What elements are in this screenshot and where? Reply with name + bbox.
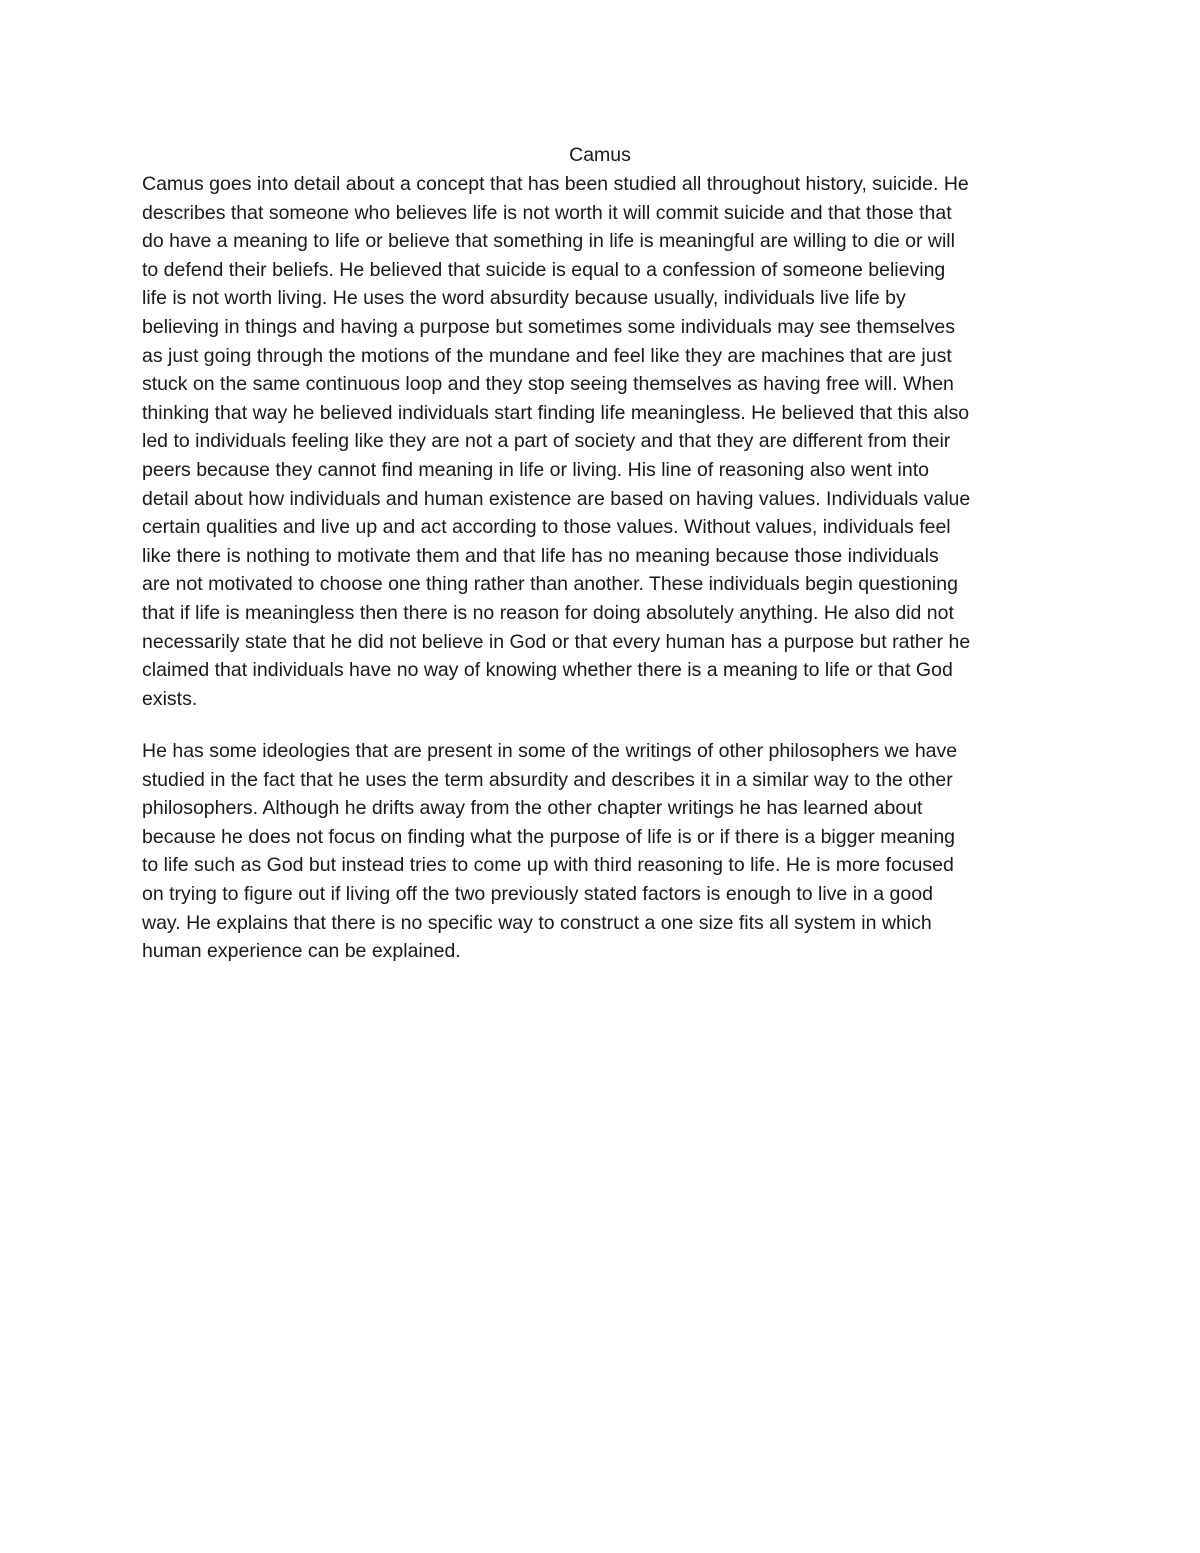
paragraph-line: exists. — [142, 687, 198, 710]
paragraph-line: as just going through the motions of the mundane and feel like they are machines that are just — [142, 344, 952, 367]
paragraph-line: like there is nothing to motivate them and that life has no meaning because those individuals — [142, 544, 939, 567]
paragraph-line: do have a meaning to life or believe that something in life is meaningful are willing to die or will — [142, 230, 955, 253]
paragraph-line: studied in the fact that he uses the term absurdity and describes it in a similar way to the other — [142, 768, 953, 791]
paragraph-line: claimed that individuals have no way of knowing whether there is a meaning to life or that God — [142, 659, 953, 682]
paragraph-line: that if life is meaningless then there is no reason for doing absolutely anything. He also did not — [142, 601, 954, 624]
paragraph-line: way. He explains that there is no specific way to construct a one size fits all system in which — [142, 911, 932, 934]
paragraph-line: led to individuals feeling like they are not a part of society and that they are different from their — [142, 430, 951, 453]
paragraph-line: detail about how individuals and human existence are based on having values. Individuals value — [142, 487, 971, 510]
page-title: Camus — [569, 144, 631, 166]
paragraph-line: are not motivated to choose one thing rather than another. These individuals begin questioning — [142, 573, 958, 596]
paragraph-2 — [142, 737, 1072, 966]
paragraph-line: peers because they cannot find meaning in life or living. His line of reasoning also went into — [142, 458, 929, 481]
paragraph-line: life is not worth living. He uses the word absurdity because usually, individuals live life by — [142, 287, 906, 310]
paragraph-line: to defend their beliefs. He believed that suicide is equal to a confession of someone believing — [142, 258, 946, 281]
paragraph-line: on trying to figure out if living off the two previously stated factors is enough to live in a good — [142, 882, 933, 905]
paragraph-line: philosophers. Although he drifts away from the other chapter writings he has learned about — [142, 797, 923, 820]
paragraph-1 — [142, 170, 1072, 713]
paragraph-line: believing in things and having a purpose but sometimes some individuals may see themselves — [142, 315, 955, 338]
paragraph-line: stuck on the same continuous loop and they stop seeing themselves as having free will. When — [142, 373, 954, 396]
paragraph-line: thinking that way he believed individuals start finding life meaningless. He believed that this also — [142, 401, 970, 424]
paragraph-line: human experience can be explained. — [142, 940, 461, 963]
paragraph-line: because he does not focus on finding what the purpose of life is or if there is a bigger meaning — [142, 825, 956, 848]
paragraph-line: He has some ideologies that are present in some of the writings of other philosophers we have — [142, 740, 958, 762]
paragraph-line: Camus goes into detail about a concept that has been studied all throughout history, suicide. He — [142, 173, 969, 195]
paragraph-line: describes that someone who believes life is not worth it will commit suicide and that those that — [142, 201, 952, 224]
paragraph-line: to life such as God but instead tries to come up with third reasoning to life. He is more focused — [142, 854, 954, 877]
paragraph-line: certain qualities and live up and act according to those values. Without values, individuals feel — [142, 516, 951, 539]
paragraph-line: necessarily state that he did not believe in God or that every human has a purpose but rather he — [142, 630, 971, 653]
